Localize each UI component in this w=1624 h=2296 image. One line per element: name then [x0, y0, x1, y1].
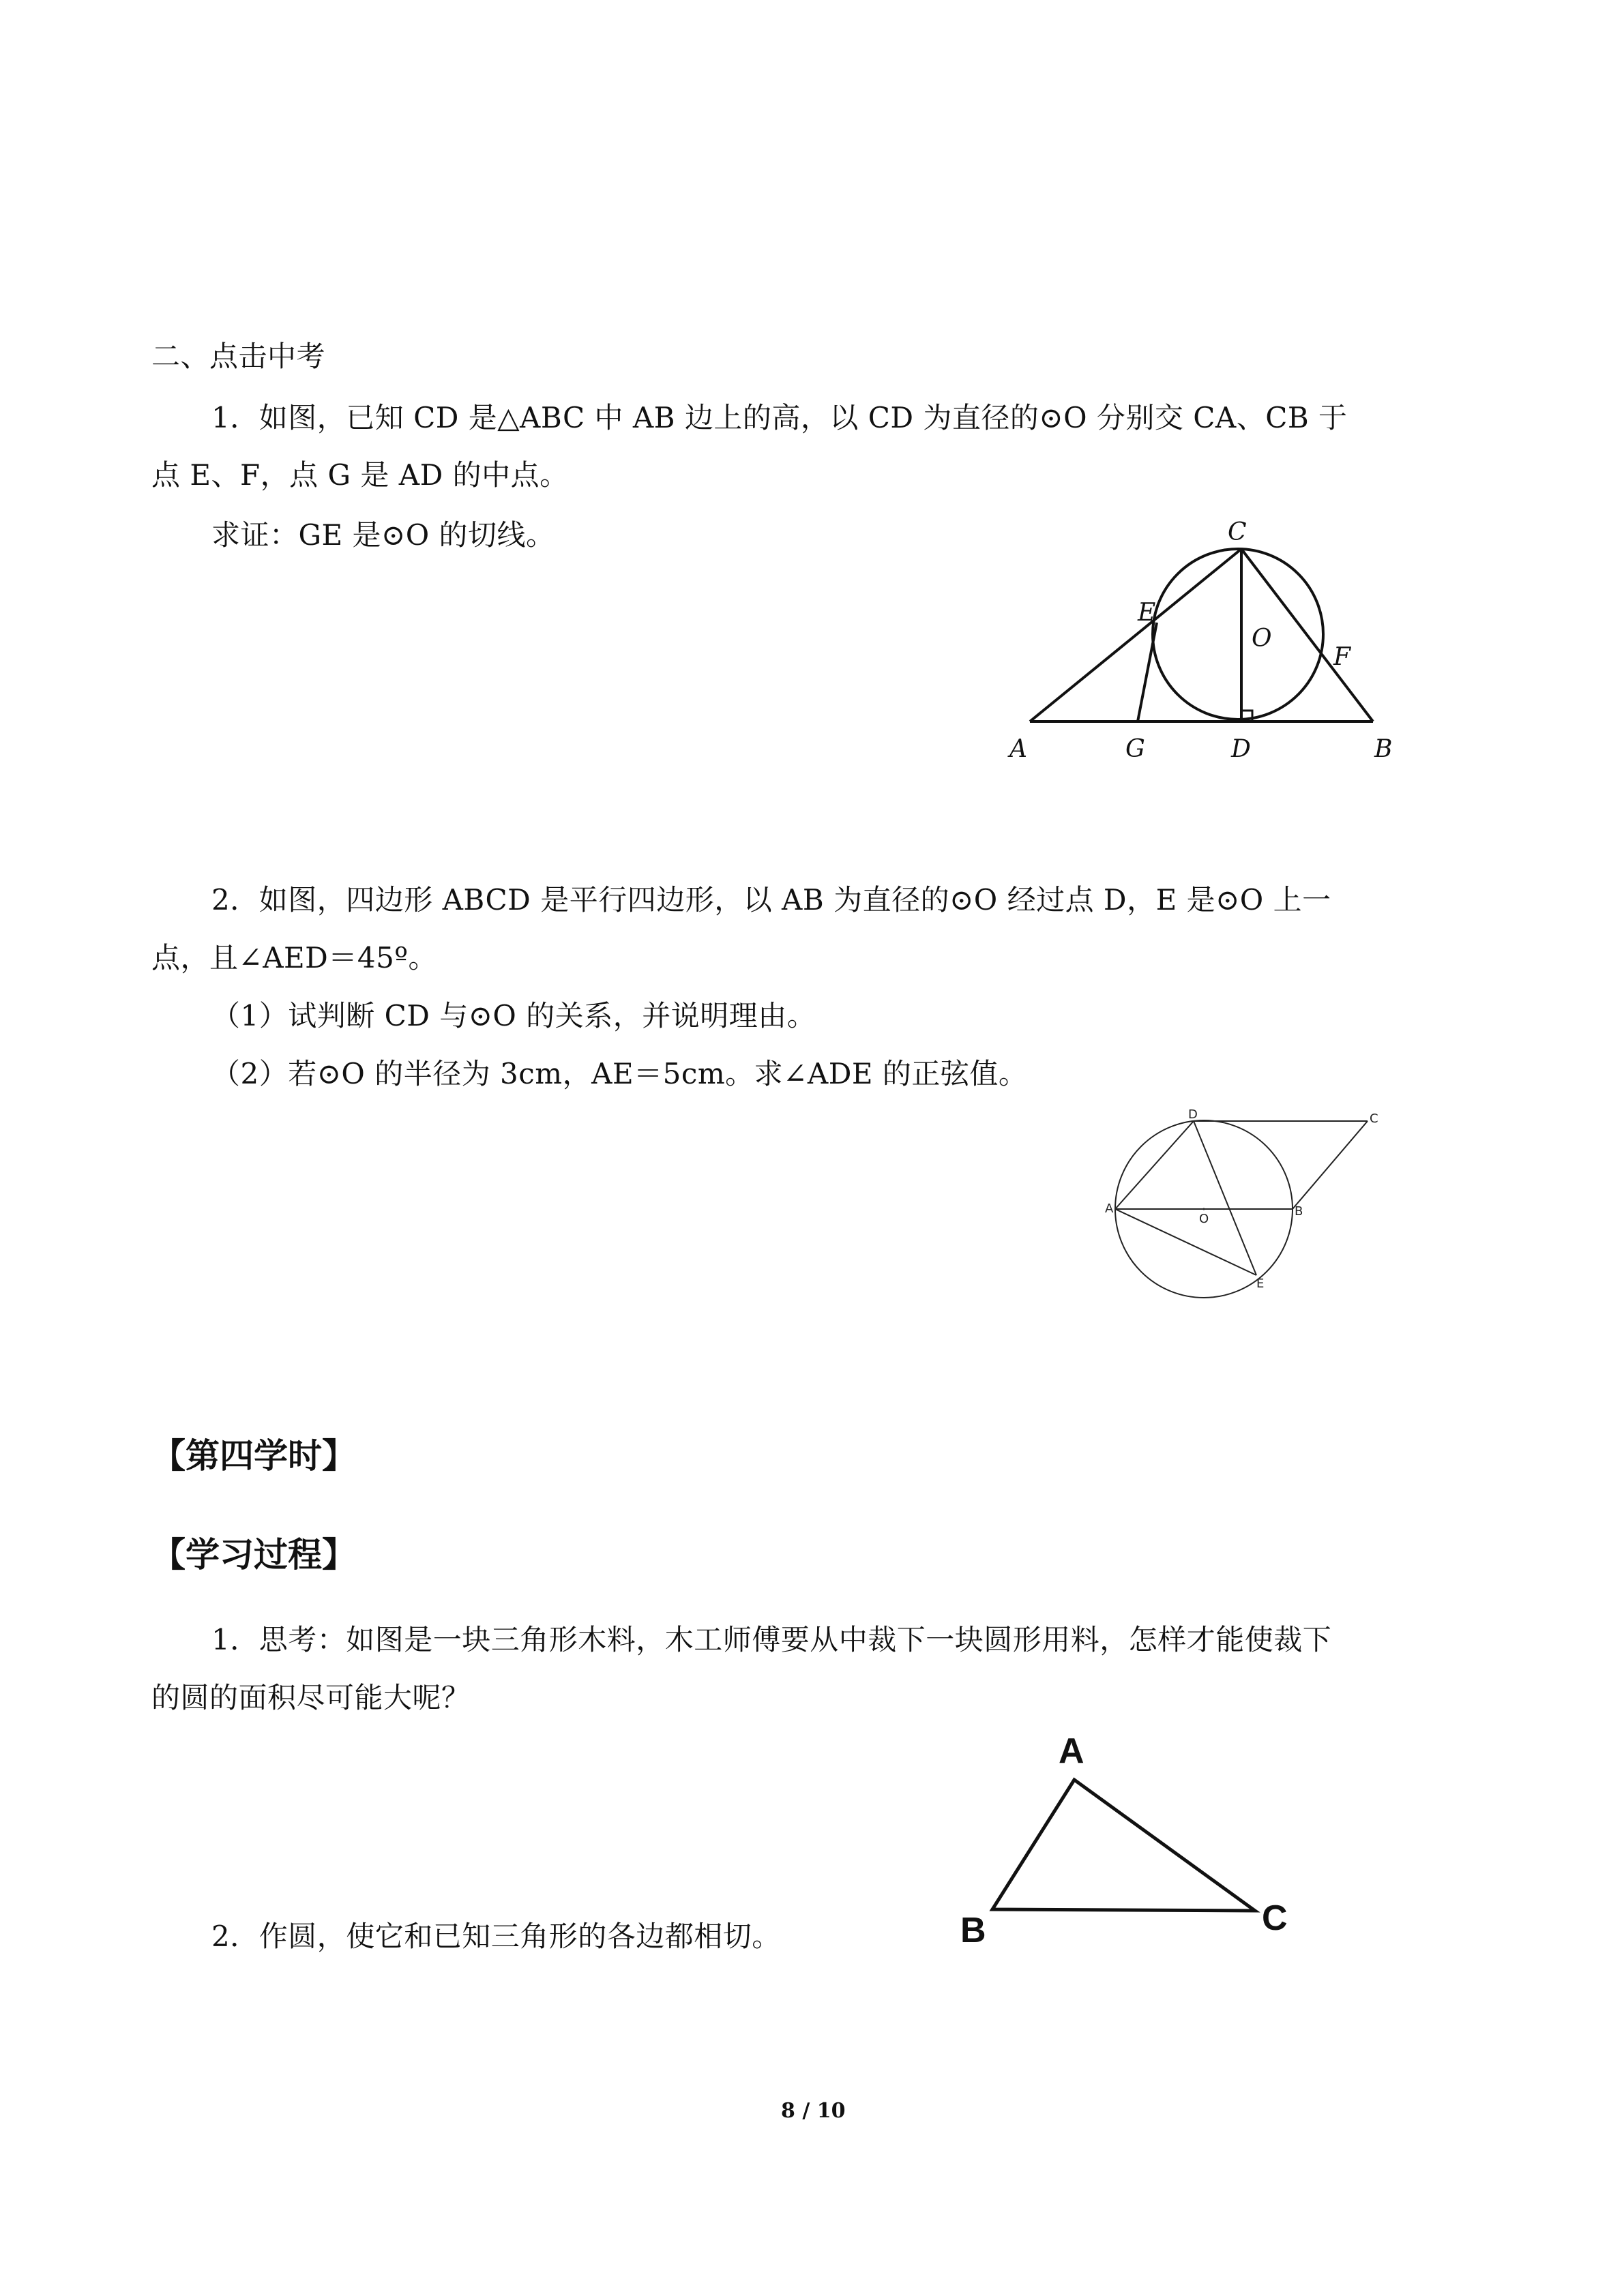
p1-text-line1: 1．思考：如图是一块三角形木料，木工师傅要从中裁下一块圆形用料，怎样才能使裁下 — [211, 1623, 1332, 1656]
fig2-label-A: A — [1105, 1202, 1114, 1216]
q2-text-line2: 点，且∠AED＝45º。 — [151, 941, 438, 974]
q2-subquestion-1: （1）试判断 CD 与⊙O 的关系，并说明理由。 — [211, 999, 816, 1032]
fig1-label-D: D — [1231, 735, 1251, 763]
fig3-label-C: C — [1262, 1898, 1288, 1938]
q1-text-line1: 1．如图，已知 CD 是△ABC 中 AB 边上的高，以 CD 为直径的⊙O 分别交 CA、CB 于 — [211, 401, 1348, 434]
fig2-label-B: B — [1295, 1204, 1303, 1219]
figure-2-geometry — [1105, 1107, 1378, 1291]
fig1-label-A: A — [1009, 735, 1027, 763]
fig1-line-AC — [1030, 549, 1241, 721]
fig2-line-DE — [1194, 1121, 1256, 1275]
fig2-label-D: D — [1188, 1107, 1198, 1122]
p1-text-line2: 的圆的面积尽可能大呢？ — [151, 1681, 471, 1714]
heading-fourth-period: 【第四学时】 — [151, 1436, 356, 1476]
fig3-label-A: A — [1059, 1731, 1084, 1771]
section-title: 二、点击中考 — [151, 340, 326, 373]
fig1-label-E: E — [1138, 599, 1156, 627]
fig1-label-F: F — [1333, 643, 1350, 671]
fig1-label-B: B — [1374, 735, 1393, 763]
fig1-line-GE — [1138, 623, 1157, 721]
fig3-triangle — [992, 1780, 1255, 1911]
figure-3-triangle — [941, 1725, 1310, 1950]
fig1-label-C: C — [1228, 518, 1247, 546]
fig2-label-C: C — [1370, 1112, 1378, 1126]
fig2-label-O: O — [1199, 1212, 1209, 1226]
q1-prove-line: 求证：GE 是⊙O 的切线。 — [211, 518, 555, 552]
p2-text: 2．作圆，使它和已知三角形的各边都相切。 — [211, 1920, 781, 1953]
page-number: 8 / 10 — [781, 2099, 846, 2123]
fig1-circle — [1153, 549, 1323, 719]
q1-text-line2: 点 E、F，点 G 是 AD 的中点。 — [151, 458, 569, 492]
fig1-label-O: O — [1252, 625, 1272, 653]
q2-text-line1: 2．如图，四边形 ABCD 是平行四边形，以 AB 为直径的⊙O 经过点 D，E 是⊙O 上一 — [211, 883, 1331, 916]
fig3-label-B: B — [960, 1911, 986, 1950]
fig2-label-E: E — [1256, 1277, 1265, 1291]
heading-learning-process: 【学习过程】 — [151, 1535, 356, 1575]
fig2-line-AE — [1115, 1209, 1256, 1275]
fig2-line-BC — [1293, 1121, 1368, 1209]
fig1-label-G: G — [1125, 735, 1145, 763]
figure-1-geometry — [996, 518, 1419, 764]
q2-subquestion-2: （2）若⊙O 的半径为 3cm，AE＝5cm。求∠ADE 的正弦值。 — [211, 1057, 1028, 1090]
